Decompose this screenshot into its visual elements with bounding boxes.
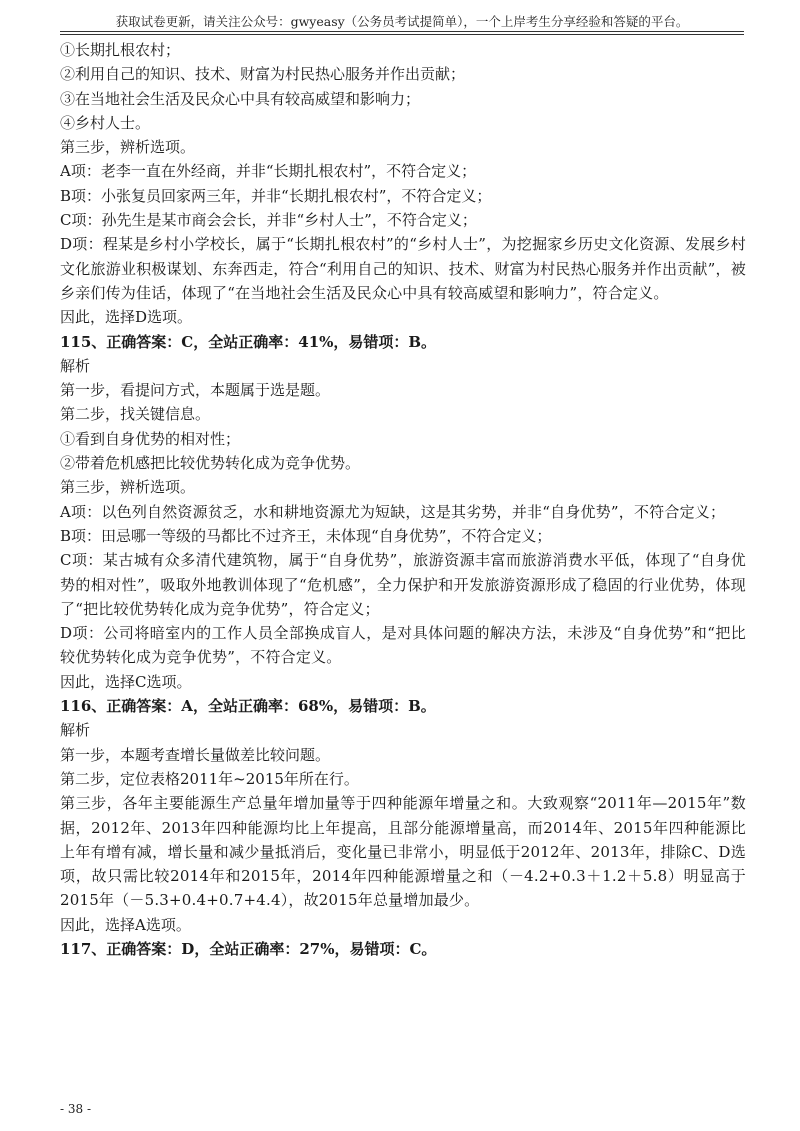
analysis-label: 解析	[60, 721, 91, 740]
criterion-4: ④乡村人士。	[60, 113, 151, 132]
step-2: 第二步，找关键信息。	[60, 405, 211, 424]
option-b-analysis: B项：田忌哪一等级的马都比不过齐王，未体现“自身优势”，不符合定义；	[60, 526, 552, 545]
option-d-analysis: D项：公司将暗室内的工作人员全部换成盲人，是对具体问题的解决方法，未涉及“自身优势”和“把比较优势转化成为竞争优势”，不符合定义。	[60, 624, 746, 667]
question-116-answer: 116、正确答案：A，全站正确率：68%，易错项：B。	[60, 697, 436, 716]
criterion-1: ①长期扎根农村；	[60, 41, 181, 59]
document-body	[60, 38, 746, 961]
conclusion: 因此，选择D选项。	[60, 308, 193, 327]
option-c-analysis: C项：孙先生是某市商会会长，并非“乡村人士”，不符合定义；	[60, 211, 477, 230]
question-115-answer: 115、正确答案：C，全站正确率：41%，易错项：B。	[60, 332, 437, 351]
option-b-analysis: B项：小张复员回家两三年，并非“长期扎根农村”，不符合定义；	[60, 186, 492, 205]
header-rule-thin	[60, 34, 744, 35]
page-header: 获取试卷更新，请关注公众号：gwyeasy（公务员考试提简单），一个上岸考生分享经验和答疑的平台。	[115, 14, 689, 29]
header-rule	[60, 31, 744, 32]
step-2: 第二步，定位表格2011年~2015年所在行。	[60, 769, 359, 788]
option-d-analysis: D项：程某是乡村小学校长，属于“长期扎根农村”的“乡村人士”，为挖掘家乡历史文化资源、发展乡村文化旅游业积极谋划、东奔西走，符合“利用自己的知识、技术、财富为村民热心服务并作出贡献”，被乡亲们传为佳话，体现了“在当地社会生活及民众心中具有较高威望和影响力”，符合定义。	[60, 235, 746, 302]
step-1: 第一步，看提问方式，本题属于选是题。	[60, 381, 331, 400]
question-117-answer: 117、正确答案：D，全站正确率：27%，易错项：C。	[60, 939, 437, 958]
conclusion: 因此，选择C选项。	[60, 672, 192, 691]
criterion-3: ③在当地社会生活及民众心中具有较高威望和影响力；	[60, 89, 421, 108]
analysis-label: 解析	[60, 356, 91, 375]
criterion-1: ①看到自身优势的相对性；	[60, 429, 241, 448]
step-3-heading: 第三步，辨析选项。	[60, 478, 196, 497]
step-3: 第三步，各年主要能源生产总量年增加量等于四种能源年增量之和。大致观察“2011年—2015年”数据，2012年、2013年四种能源均比上年提高，且部分能源增量高，而2014年、2015年四种能源比上年有增有减，增长量和减少量抵消后，变化量已非常小，明显低于2012年、2013年，排除C、D选项，故只需比较2014年和2015年，2014年四种能源增量之和（－4.2+0.3＋1.2＋5.8）明显高于2015年（－5.3+0.4+0.7+4.4），故2015年总量增加最少。	[60, 794, 746, 910]
criterion-2: ②利用自己的知识、技术、财富为村民热心服务并作出贡献；	[60, 65, 466, 84]
criterion-2: ②带着危机感把比较优势转化成为竞争优势。	[60, 454, 361, 473]
option-a-analysis: A项：老李一直在外经商，并非“长期扎根农村”，不符合定义；	[60, 162, 477, 181]
option-a-analysis: A项：以色列自然资源贫乏，水和耕地资源尤为短缺，这是其劣势，并非“自身优势”，不符合定义；	[60, 502, 726, 521]
conclusion: 因此，选择A选项。	[60, 915, 191, 934]
page-number: - 38 -	[60, 1102, 92, 1116]
step-3-heading: 第三步，辨析选项。	[60, 138, 196, 157]
step-1: 第一步，本题考查增长量做差比较问题。	[60, 745, 331, 764]
option-c-analysis: C项：某古城有众多清代建筑物，属于“自身优势”，旅游资源丰富而旅游消费水平低，体现了“自身优势的相对性”，吸取外地教训体现了“危机感”，全力保护和开发旅游资源形成了稳固的行业优势，体现了“把比较优势转化成为竞争优势”，符合定义；	[60, 551, 746, 618]
